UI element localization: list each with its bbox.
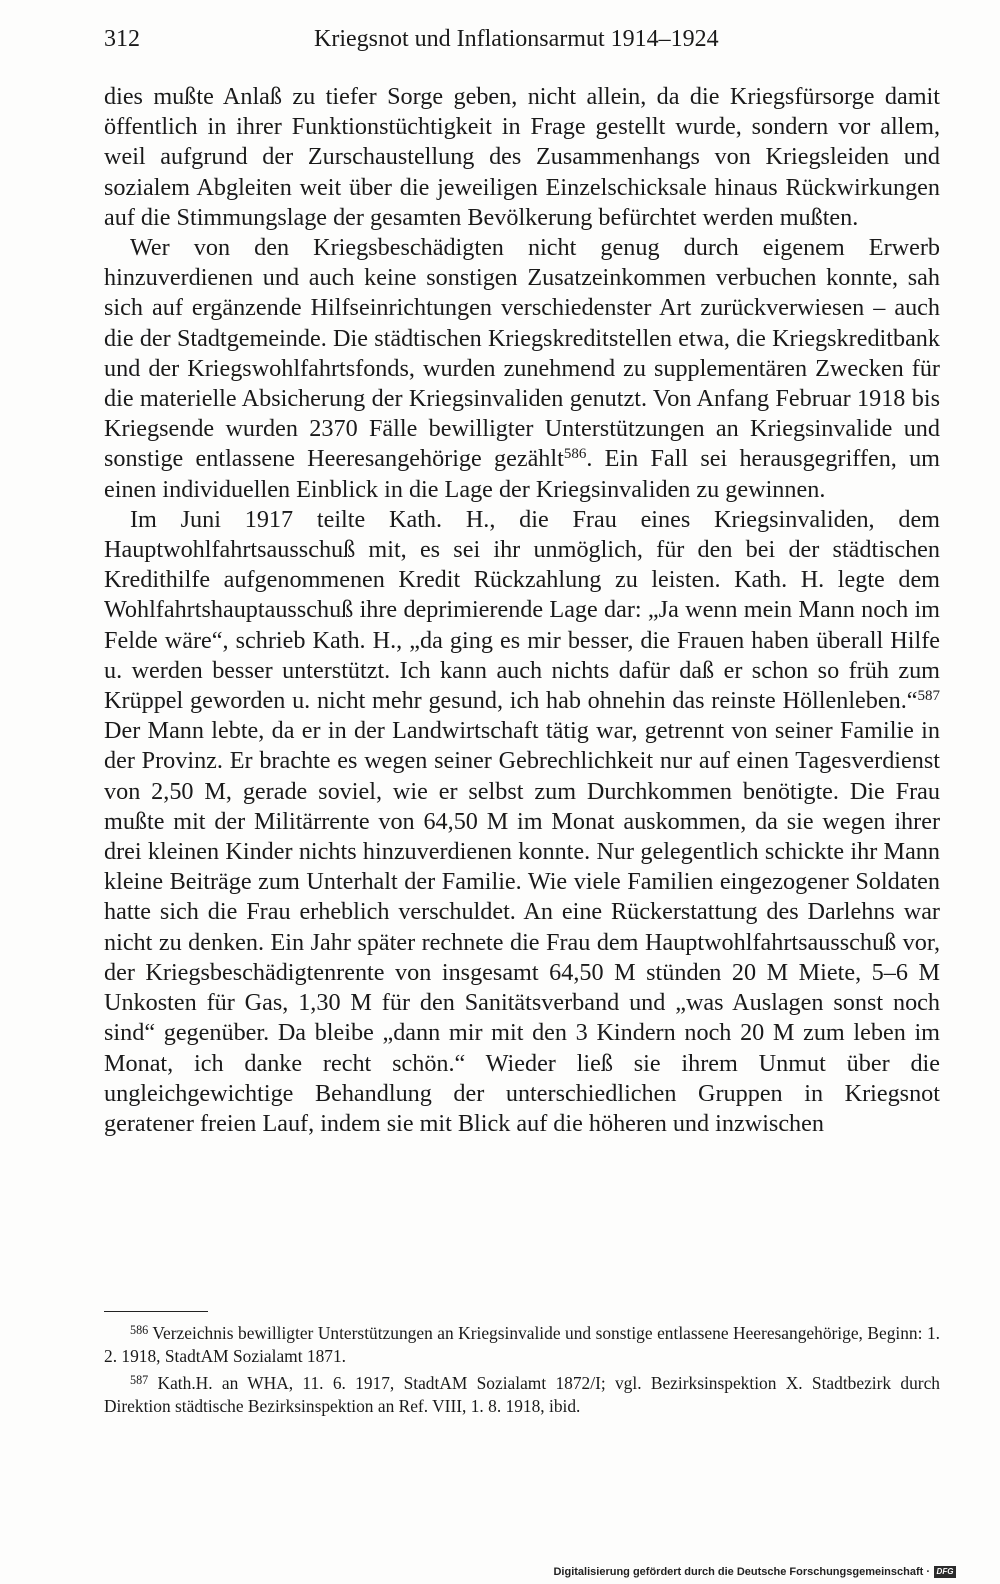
dfg-logo: DFG xyxy=(934,1566,956,1578)
footnote-ref-587[interactable]: 587 xyxy=(917,687,940,704)
paragraph-text: Wer von den Kriegsbeschädigten nicht genug durch eigenem Erwerb hinzuverdienen und auch keine sonstigen Zusatzeinkommen verbuchen konnte, sah sich auf ergänzende Hilfseinrichtungen verschiedenster Art zurückverwiesen – auch die der Stadtgemeinde. Die städtischen Kriegskreditstellen etwa, die Kriegskreditbank und der Kriegswohlfahrtsfonds, wurden zunehmend zu supplementären Zwecken für die materielle Absicherung der Kriegsinvaliden genutzt. Von Anfang Februar 1918 bis Kriegsende wurden 2370 Fälle bewilligter Unterstützungen an Kriegsinvalide und sonstige entlassene Heeresangehörige gezählt xyxy=(104,234,940,473)
body-text xyxy=(104,82,940,1139)
footnote-586 xyxy=(104,1322,940,1368)
footnote-number: 587 xyxy=(130,1373,149,1388)
paragraph-text: . Ein Fall sei herausgegriffen, um einen individuellen Einblick in die Lage der Kriegsinvaliden zu gewinnen. xyxy=(104,445,940,503)
footnote-text: Kath.H. an WHA, 11. 6. 1917, StadtAM Sozialamt 1872/I; vgl. Bezirksinspektion X. Stadtbezirk durch Direktion städtische Bezirksinspektion an Ref. VIII, 1. 8. 1918, ibid. xyxy=(104,1373,940,1416)
page-number: 312 xyxy=(104,26,140,52)
running-title: Kriegsnot und Inflationsarmut 1914–1924 xyxy=(314,26,719,52)
paragraph-2 xyxy=(104,233,940,505)
funding-text: Digitalisierung gefördert durch die Deutsche Forschungsgemeinschaft · xyxy=(553,1566,930,1578)
footnote-number: 586 xyxy=(130,1323,149,1338)
footnote-587 xyxy=(104,1372,940,1418)
paragraph-3 xyxy=(104,505,940,1139)
funding-note xyxy=(553,1566,956,1578)
footnotes xyxy=(104,1322,940,1422)
page-header xyxy=(104,26,940,60)
footnote-divider xyxy=(104,1311,208,1312)
paragraph-text: Der Mann lebte, da er in der Landwirtschaft tätig war, getrennt von seiner Familie in der Provinz. Er brachte es wegen seiner Gebrechlichkeit nur auf einen Tagesverdienst von 2,50 M, gerade soviel, wie er selbst zum Durchkommen benötigte. Die Frau mußte mit der Militärrente von 64,50 M im Monat auskommen, da sie wegen ihrer drei kleinen Kinder nichts hinzuverdienen konnte. Nur gelegentlich schickte ihr Mann kleine Beiträge zum Unterhalt der Familie. Wie viele Familien eingezogener Soldaten hatte sich die Frau erheblich verschuldet. An eine Rückerstattung des Darlehns war nicht zu denken. Ein Jahr später rechnete die Frau dem Hauptwohlfahrtsausschuß vor, der Kriegsbeschädigtenrente von insgesamt 64,50 M stünden 20 M Miete, 5–6 M Unkosten für Gas, 1,30 M für den Sanitätsverband und „was Auslagen sonst noch sind“ gegenüber. Da bleibe „dann mir mit den 3 Kindern noch 20 M zum leben im Monat, ich danke recht schön.“ Wieder ließ sie ihrem Unmut über die ungleichgewichtige Behandlung der unterschiedlichen Gruppen in Kriegsnot geratener freien Lauf, indem sie mit Blick auf die höheren und inzwischen xyxy=(104,717,940,1137)
paragraph-1 xyxy=(104,82,940,233)
paragraph-text: Im Juni 1917 teilte Kath. H., die Frau eines Kriegsinvaliden, dem Hauptwohlfahrtsausschuß mit, es sei ihr unmöglich, für den bei der städtischen Kredithilfe aufgenommenen Kredit Rückzahlung zu leisten. Kath. H. legte dem Wohlfahrtshauptausschuß ihre deprimierende Lage dar: „Ja wenn mein Mann noch im Felde wäre“, schrieb Kath. H., „da ging es mir besser, die Frauen haben überall Hilfe u. werden besser unterstützt. Ich kann auch nichts dafür daß er schon so früh zum Krüppel geworden u. nicht mehr gesund, ich hab ohnehin das reinste Höllenleben.“ xyxy=(104,505,940,715)
paragraph-text: dies mußte Anlaß zu tiefer Sorge geben, nicht allein, da die Kriegsfürsorge damit öffentlich in ihrer Funktionstüchtigkeit in Frage gestellt wurde, sondern vor allem, weil aufgrund der Zurschaustellung des Zusammenhangs von Kriegsleiden und sozialem Abgleiten weit über die jeweiligen Einzelschicksale hinaus Rückwirkungen auf die Stimmungslage der gesamten Bevölkerung befürchtet werden mußten. xyxy=(104,83,940,231)
footnote-ref-586[interactable]: 586 xyxy=(563,446,587,463)
footnote-text: Verzeichnis bewilligter Unterstützungen an Kriegsinvalide und sonstige entlassene Heeresangehörige, Beginn: 1. 2. 1918, StadtAM Sozialamt 1871. xyxy=(104,1323,940,1366)
